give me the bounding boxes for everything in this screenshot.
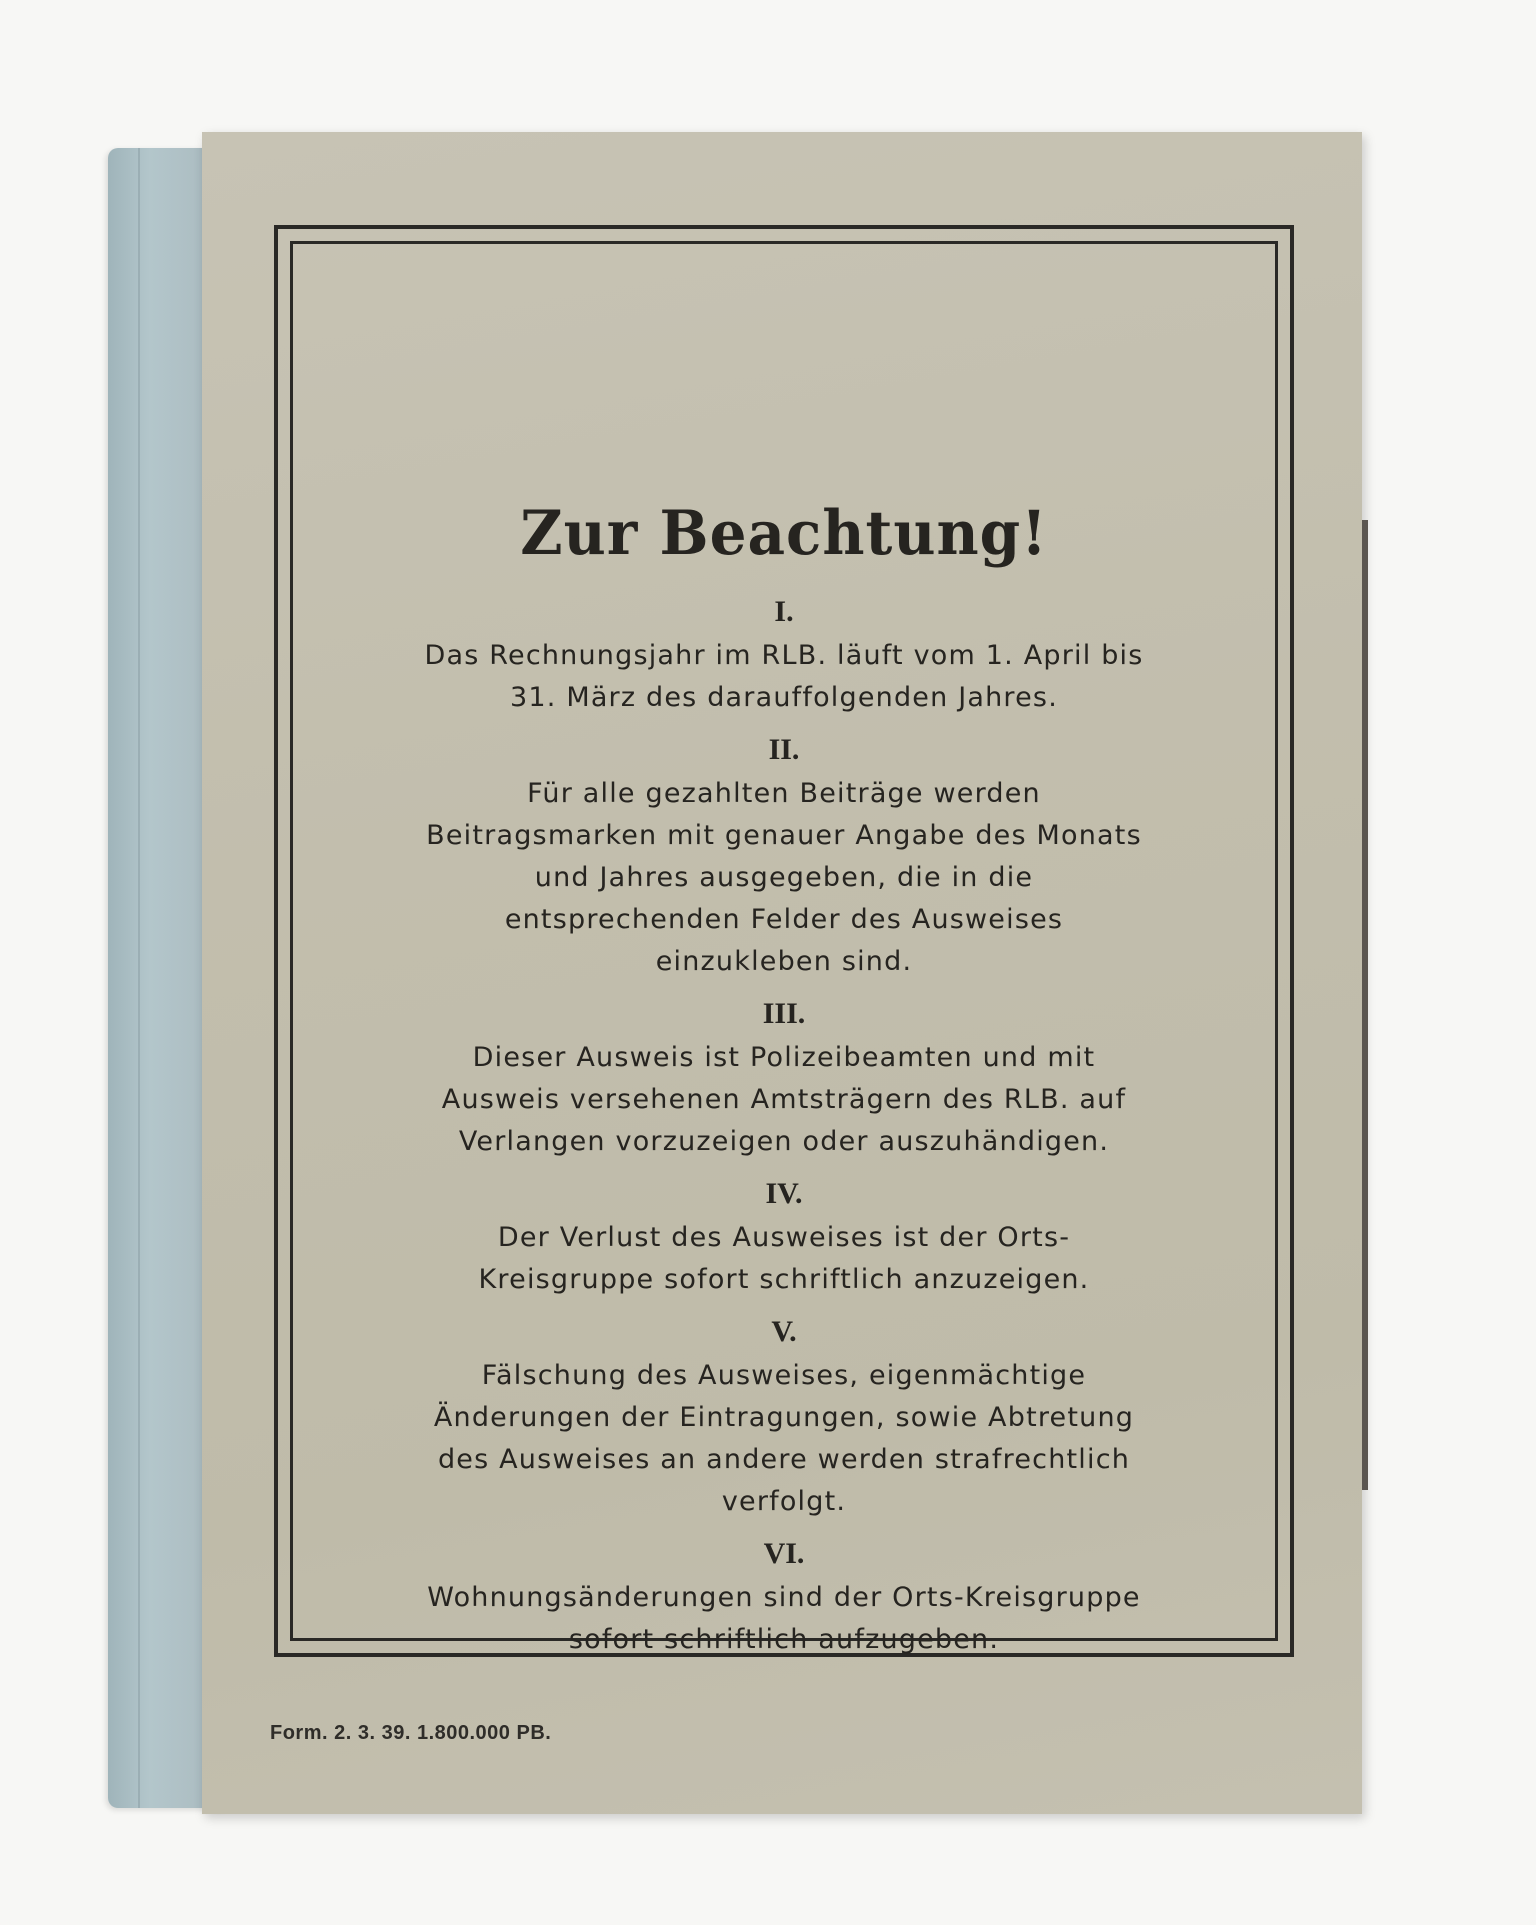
section-3 bbox=[278, 997, 1290, 1163]
page-border-frame bbox=[274, 225, 1294, 1657]
section-numeral: II. bbox=[768, 733, 800, 766]
section-5 bbox=[278, 1315, 1290, 1523]
booklet-page bbox=[202, 132, 1362, 1814]
section-numeral: V. bbox=[771, 1315, 797, 1348]
section-text: Wohnungsänderungen sind der Orts-Kreisgruppe sofort schriftlich aufzugeben. bbox=[427, 1582, 1141, 1655]
section-numeral: VI. bbox=[763, 1537, 805, 1570]
section-numeral: IV. bbox=[765, 1177, 803, 1210]
section-text: Dieser Ausweis ist Polizeibeamten und mit Ausweis versehenen Amtsträgern des RLB. auf Verlangen vorzuzeigen oder auszuhändigen. bbox=[441, 1042, 1127, 1157]
section-1 bbox=[278, 595, 1290, 719]
section-numeral: I. bbox=[774, 595, 794, 628]
section-6 bbox=[278, 1537, 1290, 1661]
notice-content bbox=[278, 499, 1290, 1675]
section-text: Der Verlust des Ausweises ist der Orts-Kreisgruppe sofort schriftlich anzuzeigen. bbox=[478, 1222, 1090, 1295]
section-numeral: III. bbox=[762, 997, 806, 1030]
section-text: Das Rechnungsjahr im RLB. läuft vom 1. April bis 31. März des darauffolgenden Jahres. bbox=[424, 640, 1144, 713]
form-number: Form. 2. 3. 39. 1.800.000 PB. bbox=[270, 1722, 552, 1744]
page-edge-shadow bbox=[1362, 520, 1368, 1490]
page-title: Zur Beachtung! bbox=[520, 497, 1048, 569]
section-text: Für alle gezahlten Beiträge werden Beitragsmarken mit genauer Angabe des Monats und Jahres ausgegeben, die in die entsprechenden Felder des Ausweises einzukleben sind. bbox=[426, 778, 1142, 977]
section-text: Fälschung des Ausweises, eigenmächtige Änderungen der Eintragungen, sowie Abtretung des Ausweises an andere werden strafrechtlich verfolgt. bbox=[433, 1360, 1135, 1517]
section-2 bbox=[278, 733, 1290, 983]
section-4 bbox=[278, 1177, 1290, 1301]
